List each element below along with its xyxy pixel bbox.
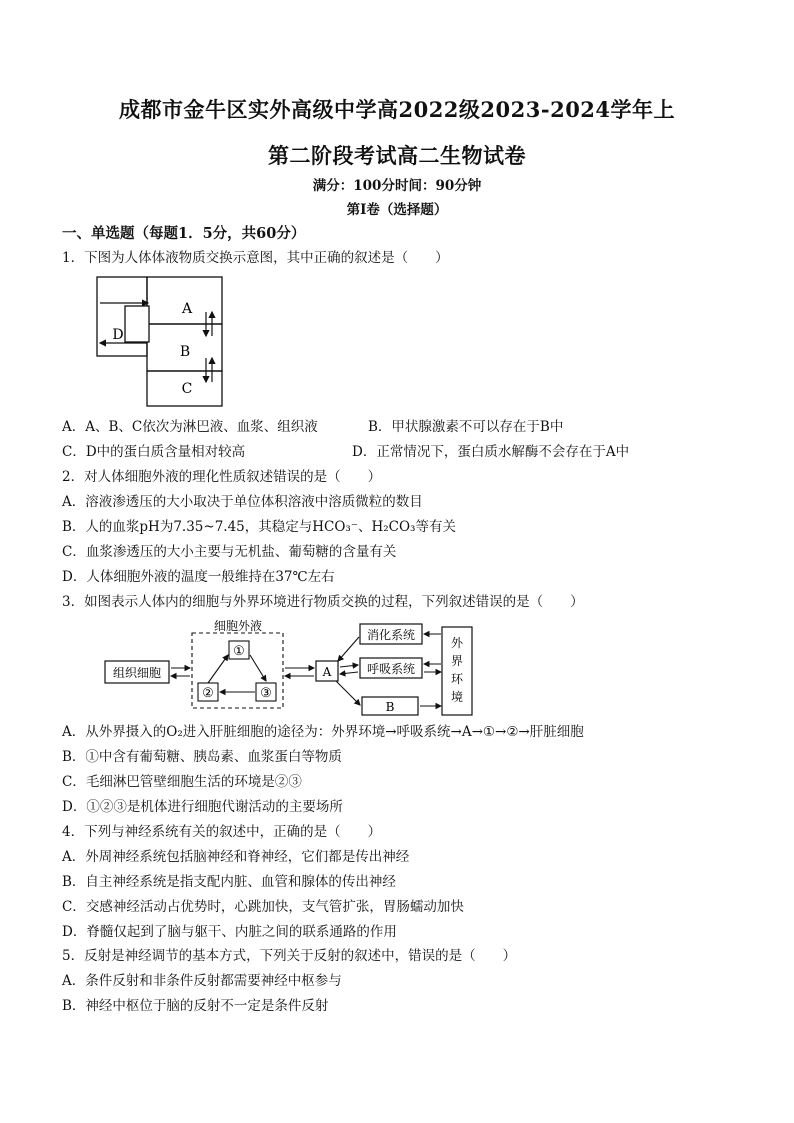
q3-label-b: B [385, 700, 395, 714]
q4-option-b: B．自主神经系统是指支配内脏、血管和腺体的传出神经 [62, 874, 396, 890]
q3-option-a: A．从外界摄入的O₂进入肝脏细胞的途径为：外界环境→呼吸系统→A→①→②→肝脏细胞 [62, 724, 584, 740]
q5-option-b: B．神经中枢位于脑的反射不一定是条件反射 [62, 998, 329, 1014]
q2-stem: 2．对人体细胞外液的理化性质叙述错误的是（ ） [62, 469, 382, 485]
svg-text:界: 界 [450, 654, 464, 668]
exam-title-line1: 成都市金牛区实外高级中学高2022级2023-2024学年上 [118, 97, 676, 122]
q3-option-d: D．①②③是机体进行细胞代谢活动的主要场所 [62, 799, 343, 815]
q3-label-2: ② [202, 686, 214, 701]
q2-option-b: B．人的血浆pH为7.35~7.45，其稳定与HCO₃⁻、H₂CO₃等有关 [62, 519, 456, 535]
q3-option-c: C．毛细淋巴管壁细胞生活的环境是②③ [62, 774, 302, 790]
q1-option-d: D．正常情况下，蛋白质水解酶不会存在于A中 [352, 444, 630, 460]
q4-option-a: A．外周神经系统包括脑神经和脊神经，它们都是传出神经 [62, 849, 410, 865]
q1-stem: 1．下图为人体体液物质交换示意图，其中正确的叙述是（ ） [62, 250, 449, 266]
q1-label-c: C [181, 381, 193, 397]
q2-option-d: D．人体细胞外液的温度一般维持在37℃左右 [62, 569, 335, 585]
exam-title-line2: 第二阶段考试高二生物试卷 [268, 143, 526, 168]
svg-text:境: 境 [450, 690, 464, 704]
q1-option-b: B．甲状腺激素不可以存在于B中 [368, 419, 564, 435]
q4-option-d: D．脊髓仅起到了脑与躯干、内脏之间的联系通路的作用 [62, 924, 397, 940]
q3-stem: 3．如图表示人体内的细胞与外界环境进行物质交换的过程，下列叙述错误的是（ ） [62, 594, 584, 610]
q3-label-tissue-cell: 组织细胞 [112, 666, 162, 680]
volume-label: 第I卷（选择题） [346, 202, 448, 218]
q2-option-a: A．溶液渗透压的大小取决于单位体积溶液中溶质微粒的数目 [62, 494, 423, 510]
q2-option-c: C．血浆渗透压的大小主要与无机盐、葡萄糖的含量有关 [62, 544, 397, 560]
q1-option-a: A．A、B、C依次为淋巴液、血浆、组织液 [62, 419, 318, 435]
q1-label-b: B [179, 344, 191, 360]
q3-label-external [451, 636, 464, 704]
q3-label-3: ③ [260, 686, 272, 701]
score-time-info: 满分：100分时间：90分钟 [312, 178, 482, 194]
q3-label-respiratory: 呼吸系统 [366, 662, 416, 676]
svg-text:环: 环 [450, 672, 464, 686]
q3-exchange-diagram [104, 617, 496, 719]
section-heading: 一、单选题（每题1．5分，共60分） [62, 225, 306, 242]
q1-label-d: D [112, 327, 124, 343]
q5-option-a: A．条件反射和非条件反射都需要神经中枢参与 [62, 973, 342, 989]
q5-stem: 5．反射是神经调节的基本方式，下列关于反射的叙述中，错误的是（ ） [62, 948, 517, 964]
q4-option-c: C．交感神经活动占优势时，心跳加快，支气管扩张，胃肠蠕动加快 [62, 899, 464, 915]
q1-option-c: C．D中的蛋白质含量相对较高 [62, 444, 246, 460]
q3-option-b: B．①中含有葡萄糖、胰岛素、血浆蛋白等物质 [62, 749, 342, 765]
q4-stem: 4．下列与神经系统有关的叙述中，正确的是（ ） [62, 824, 382, 840]
q1-label-a: A [181, 301, 193, 317]
svg-text:外: 外 [450, 636, 464, 650]
q3-label-1: ① [233, 644, 245, 659]
q3-label-a: A [322, 665, 332, 679]
q3-label-extracellular: 细胞外液 [213, 619, 263, 633]
q1-body-fluid-diagram [96, 276, 232, 410]
q3-label-digestive: 消化系统 [366, 628, 416, 642]
